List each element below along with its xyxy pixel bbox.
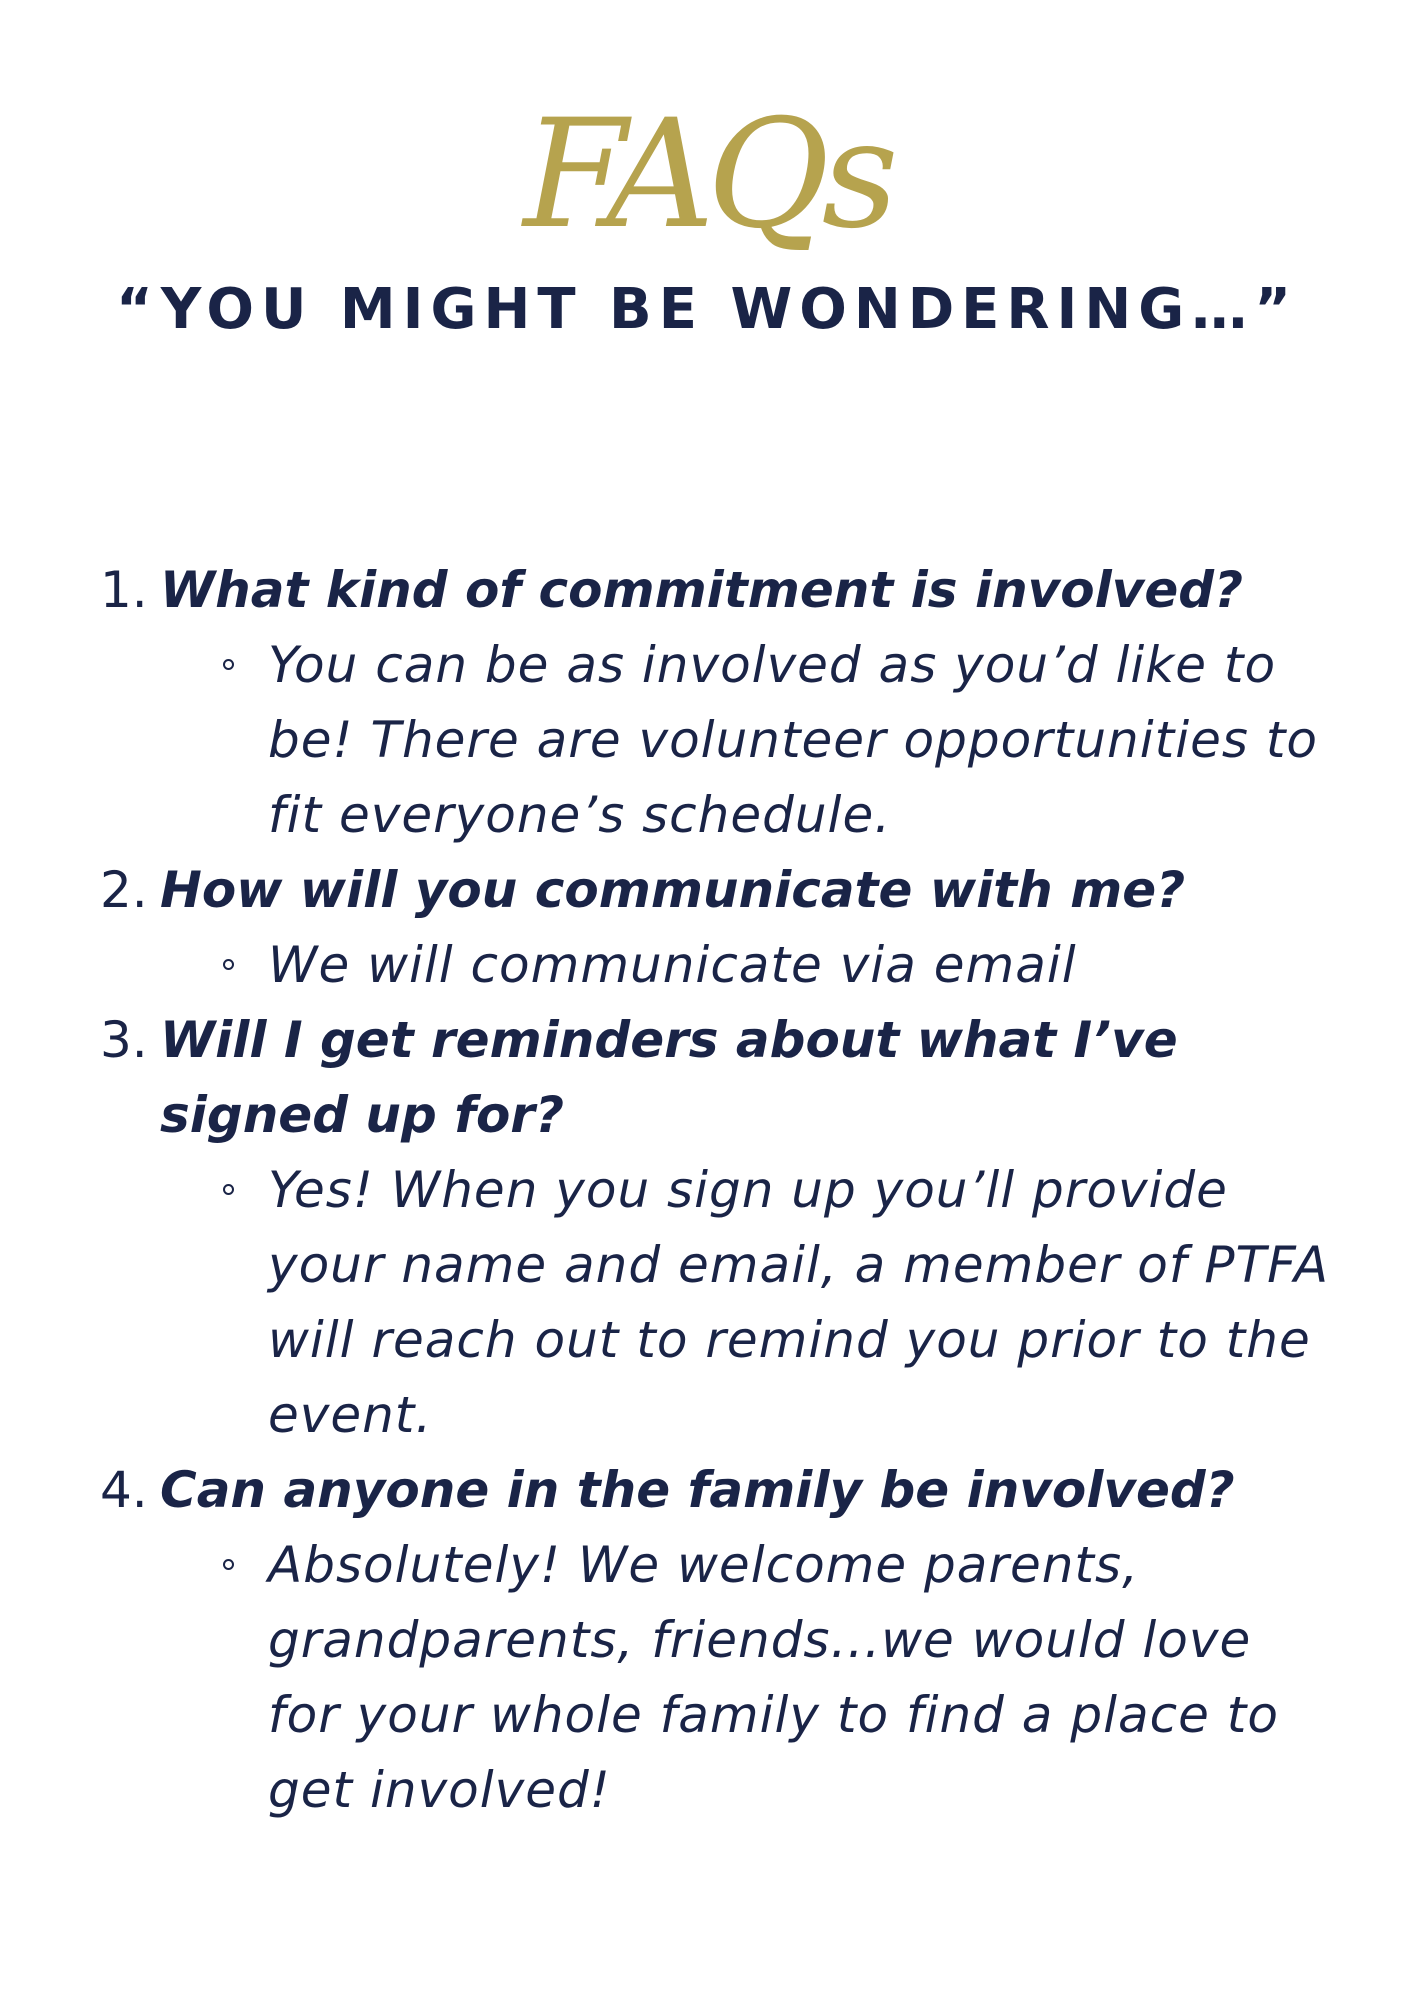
- faq-answer-text: Absolutely! We welcome parents, grandparents, friends...we would love for your whole family to find a place to get involved!: [268, 1536, 1279, 1819]
- faq-item: [100, 553, 1380, 853]
- faq-answer: [160, 1153, 1338, 1453]
- faq-number: 3.: [100, 1011, 148, 1069]
- faq-item: [100, 1453, 1380, 1828]
- page-subtitle: “YOU MIGHT BE WONDERING…”: [115, 277, 1299, 342]
- faq-item: [100, 853, 1380, 1003]
- faq-question: Will I get reminders about what I’ve signed up for?: [160, 1011, 1178, 1144]
- faq-number: 4.: [100, 1461, 148, 1519]
- faq-question: Can anyone in the family be involved?: [160, 1461, 1235, 1519]
- bullet-circle-icon: [223, 1184, 234, 1195]
- faq-question: How will you communicate with me?: [160, 861, 1186, 919]
- bullet-circle-icon: [223, 659, 234, 670]
- faq-question: What kind of commitment is involved?: [160, 561, 1244, 619]
- faq-answer-text: We will communicate via email: [268, 936, 1077, 994]
- faq-number: 1.: [100, 561, 148, 619]
- faq-answer-text: Yes! When you sign up you’ll provide your name and email, a member of PTFA will reach out to remind you prior to the event.: [268, 1161, 1330, 1444]
- faq-answer-text: You can be as involved as you’d like to be! There are volunteer opportunities to fit everyone’s schedule.: [268, 636, 1319, 844]
- faq-answer: [160, 628, 1338, 853]
- faq-answer: [160, 1528, 1338, 1828]
- faq-number: 2.: [100, 861, 148, 919]
- faq-answer: [160, 928, 1338, 1003]
- bullet-circle-icon: [223, 1559, 234, 1570]
- page-title: FAQs: [523, 88, 891, 262]
- faq-list: [100, 553, 1380, 1828]
- bullet-circle-icon: [223, 959, 234, 970]
- faq-item: [100, 1003, 1380, 1453]
